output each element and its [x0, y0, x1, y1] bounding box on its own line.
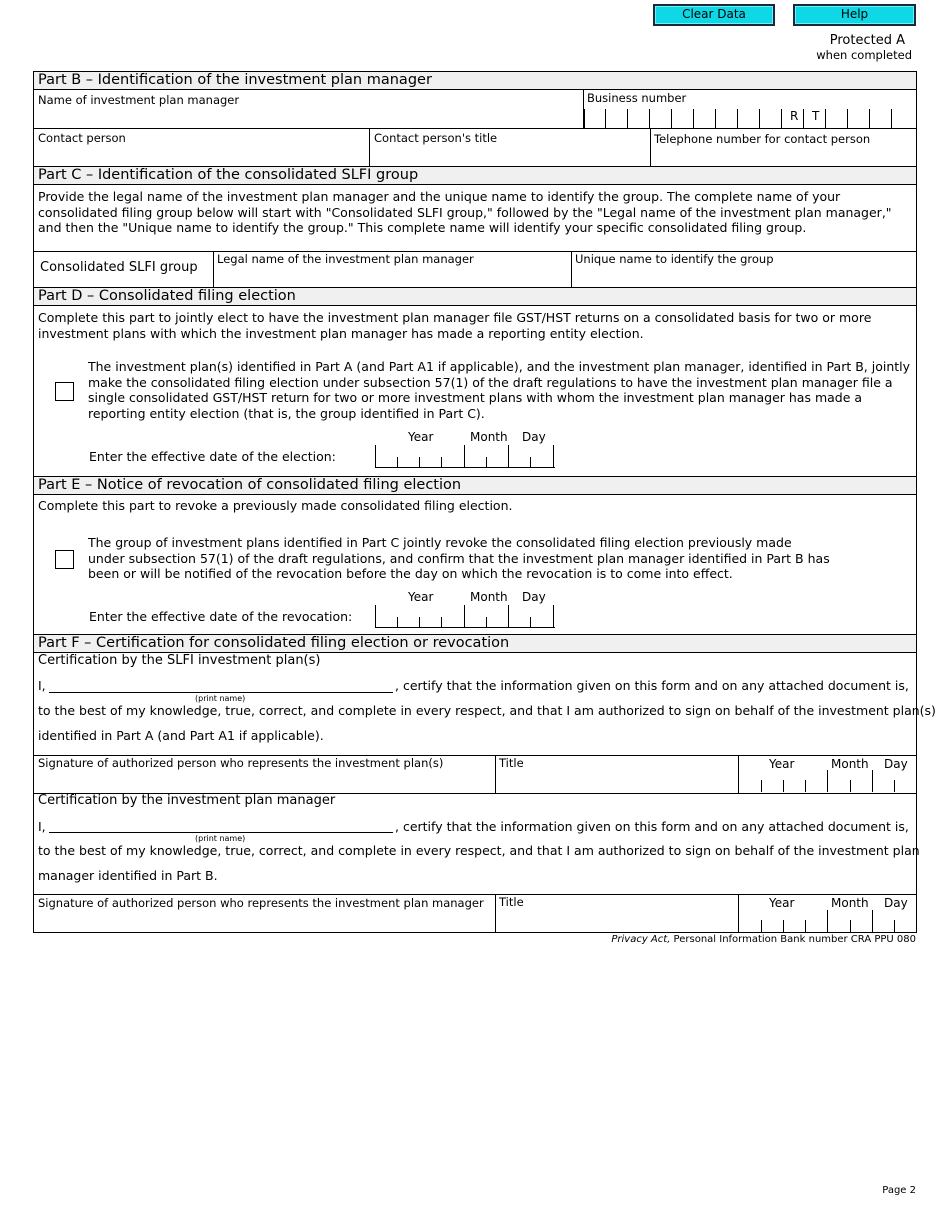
cert2-line2: to the best of my knowledge, true, correct, and complete in every respect, and that I am authorized to sign on behalf of the investment plan	[38, 843, 920, 858]
cert2-title-field[interactable]	[496, 910, 736, 932]
part-e-header: Part E – Notice of revocation of consolidated filing election	[34, 476, 916, 495]
protected-label: Protected A	[829, 33, 905, 48]
clear-data-button[interactable]: Clear Data	[653, 4, 775, 26]
cert2-month-label: Month	[831, 896, 869, 910]
cert1-title-label: Title	[499, 756, 524, 770]
election-checkbox[interactable]	[55, 382, 74, 401]
cert1-signature-label: Signature of authorized person who represents the investment plan(s)	[38, 756, 444, 770]
manager-name-label: Name of investment plan manager	[38, 93, 240, 107]
revocation-day-label: Day	[522, 590, 546, 604]
election-date-label: Enter the effective date of the election:	[89, 449, 336, 464]
consolidated-group-label: Consolidated SLFI group	[40, 260, 198, 275]
cert1-day-label: Day	[884, 757, 908, 771]
cert2-year-label: Year	[769, 896, 795, 910]
contact-person-label: Contact person	[38, 131, 126, 145]
cert2-date-field[interactable]	[739, 910, 916, 932]
rt-r: R	[790, 109, 799, 123]
part-d-intro: Complete this part to jointly elect to have the investment plan manager file GST/HST returns on a consolidated basis for two or more investment plans with which the investment plan manager has made a reporting entity election.	[38, 310, 872, 341]
cert2-print-name-hint: (print name)	[195, 834, 246, 843]
cert1-signature-field[interactable]	[35, 770, 493, 792]
cert1-i: I,	[38, 678, 46, 693]
form-body	[33, 71, 936, 933]
phone-label: Telephone number for contact person	[654, 132, 871, 146]
revocation-year-label: Year	[408, 590, 434, 604]
cert1-line3: identified in Part A (and Part A1 if applicable).	[38, 728, 324, 743]
part-c-header: Part C – Identification of the consolidated SLFI group	[34, 166, 916, 185]
legal-name-label: Legal name of the investment plan manager	[217, 252, 474, 266]
part-f-header: Part F – Certification for consolidated filing election or revocation	[34, 634, 916, 653]
part-c-intro: Provide the legal name of the investment plan manager and the unique name to identify the group. The complete name of your consolidated filing group below will start with "Consolidated SLFI group," followed by the "Legal name of the investment plan manager," and then the "Unique name to identify the group." This complete name will identify your specific consolidated filing group.	[38, 189, 892, 236]
privacy-note	[611, 934, 916, 945]
cert1-heading: Certification by the SLFI investment plan(s)	[38, 653, 321, 668]
cert2-i: I,	[38, 819, 46, 834]
revocation-date-label: Enter the effective date of the revocation:	[89, 609, 353, 624]
manager-name-field[interactable]	[35, 106, 581, 126]
business-number-label: Business number	[587, 91, 687, 105]
contact-title-field[interactable]	[370, 144, 648, 164]
protected-sublabel: when completed	[816, 48, 912, 62]
election-year-label: Year	[408, 430, 434, 444]
cert2-print-name-field[interactable]	[49, 832, 393, 833]
cert2-signature-label: Signature of authorized person who represents the investment plan manager	[38, 896, 484, 910]
contact-person-field[interactable]	[35, 144, 368, 164]
phone-field[interactable]	[651, 146, 915, 165]
part-d-statement: The investment plan(s) identified in Part A (and Part A1 if applicable), and the investment plan manager, identified in Part B, jointly make the consolidated filing election under subsection 57(1) of the draft regulations to have the investment plan manager file a single consolidated GST/HST return for two or more investment plans with whom the investment plan manager has made a reporting entity election (that is, the group identified in Part C).	[88, 359, 911, 421]
cert1-date-field[interactable]	[739, 770, 916, 792]
cert1-month-label: Month	[831, 757, 869, 771]
unique-name-field[interactable]	[572, 266, 915, 286]
part-d-header: Part D – Consolidated filing election	[34, 287, 916, 306]
cert2-title-label: Title	[499, 895, 524, 909]
cert1-title-field[interactable]	[496, 770, 736, 792]
business-number-field[interactable]	[584, 106, 916, 128]
cert2-line1: , certify that the information given on this form and on any attached document is,	[395, 819, 909, 834]
rt-t: T	[812, 109, 820, 123]
election-day-label: Day	[522, 430, 546, 444]
privacy-act-text: Privacy Act,	[611, 934, 671, 945]
cert1-line2: to the best of my knowledge, true, correct, and complete in every respect, and that I am authorized to sign on behalf of the investment plan(s)	[38, 703, 936, 718]
privacy-bank-text: Personal Information Bank number CRA PPU 080	[670, 934, 916, 945]
cert1-line1: , certify that the information given on this form and on any attached document is,	[395, 678, 909, 693]
election-date-field[interactable]	[375, 445, 555, 468]
page-number: Page 2	[882, 1185, 916, 1196]
cert1-print-name-hint: (print name)	[195, 694, 246, 703]
revocation-date-field[interactable]	[375, 605, 555, 628]
part-e-statement: The group of investment plans identified in Part C jointly revoke the consolidated filing election previously made under subsection 57(1) of the draft regulations, and confirm that the investment plan manager identified in Part B has been or will be notified of the revocation before the day on which the revocation is to come into effect.	[88, 535, 830, 582]
cert2-signature-field[interactable]	[35, 910, 493, 932]
election-month-label: Month	[470, 430, 508, 444]
legal-name-field[interactable]	[214, 266, 570, 286]
revocation-month-label: Month	[470, 590, 508, 604]
part-b-header: Part B – Identification of the investment plan manager	[34, 71, 916, 90]
revocation-checkbox[interactable]	[55, 550, 74, 569]
cert2-day-label: Day	[884, 896, 908, 910]
unique-name-label: Unique name to identify the group	[575, 252, 774, 266]
cert1-year-label: Year	[769, 757, 795, 771]
cert2-line3: manager identified in Part B.	[38, 868, 218, 883]
part-e-intro: Complete this part to revoke a previously made consolidated filing election.	[38, 498, 513, 513]
cert2-heading: Certification by the investment plan manager	[38, 793, 336, 808]
contact-title-label: Contact person's title	[374, 131, 498, 145]
help-button[interactable]: Help	[793, 4, 916, 26]
cert1-print-name-field[interactable]	[49, 692, 393, 693]
